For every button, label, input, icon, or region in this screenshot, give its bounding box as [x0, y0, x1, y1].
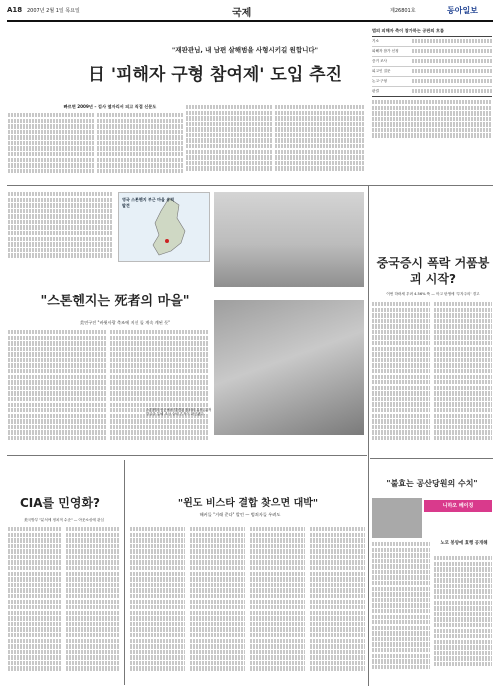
vista-body-col1	[130, 527, 185, 685]
table-row: 피해자 참가 신청	[372, 47, 492, 57]
issue-date: 2007년 2월 1일 목요일	[27, 8, 80, 14]
lead-body-col2	[97, 113, 183, 177]
table-row: 피고인 질문	[372, 67, 492, 77]
table-row: 판결	[372, 87, 492, 97]
china-body-col2	[434, 302, 492, 452]
china-headline: 중국증시 폭락 거품붕괴 시작?	[376, 256, 490, 286]
stonehenge-byline: 美연구진 "바윗사광 축조에 지신 돌 계속 계된 듯"	[79, 320, 171, 325]
hot-corner-label: 니하오 베이징	[424, 500, 492, 512]
lead-body-col4	[275, 105, 365, 177]
table-title: 법의 피해자 측이 참가하는 공판의 흐름	[372, 28, 445, 33]
paper-logo: 동아일보	[447, 6, 478, 15]
stonehenge-headline: "스톤헨지는 死者의 마을"	[40, 294, 190, 309]
lead-headline: 日 '피해자 구형 참여제' 도입 추진	[87, 65, 343, 85]
stonehenge-map	[118, 192, 210, 262]
cia-headline: CIA를 민영화?	[19, 496, 101, 510]
hot-corner-body-col1	[372, 542, 430, 682]
masthead	[7, 4, 493, 20]
stonehenge-photo-excavation	[214, 300, 364, 435]
table-row: 논고·구형	[372, 77, 492, 87]
stonehenge-photo-top	[214, 192, 364, 287]
lead-body-col1	[8, 113, 94, 177]
china-divider	[370, 458, 493, 459]
right-column-rule	[368, 186, 369, 686]
hot-corner-body-col2	[434, 556, 492, 682]
cia-body-col1	[8, 527, 62, 685]
quote-headline: "불효는 공산당원의 수치"	[386, 479, 478, 488]
cia-column-rule	[124, 460, 125, 685]
china-body-col1	[372, 302, 430, 452]
vista-body-col3	[250, 527, 305, 685]
lead-body-col5	[372, 100, 492, 140]
vista-body-col2	[190, 527, 245, 685]
stonehenge-sidebar-text	[8, 192, 113, 262]
vista-body-col4	[310, 527, 365, 685]
lead-divider	[7, 185, 493, 186]
hot-corner-caption: 노모 봉양에 효행 공개해	[440, 541, 488, 546]
page-number: A18	[7, 6, 23, 14]
section-name: 국제	[232, 8, 252, 19]
cia-body-col2	[66, 527, 120, 685]
issue-number: 제26801호	[390, 8, 416, 14]
lead-byline: 빠르면 2009년 – 검사 옆자리서 피고 직접 신문도	[63, 104, 157, 109]
lead-body-col3	[186, 105, 272, 177]
bottom-divider	[7, 455, 367, 456]
map-label: 영국 스톤헨지 부근 마을 유적 발견	[122, 197, 174, 208]
process-table	[372, 28, 492, 98]
lead-kicker: "재판관님, 내 남편 살해범을 사형시키길 원합니다"	[171, 46, 319, 54]
table-row: 기소	[372, 37, 492, 47]
masthead-rule	[7, 20, 493, 22]
stonehenge-body-col2	[110, 330, 208, 448]
stonehenge-caption: 스톤헨지 인근에서 발견된 집터의 유적. 유적 발굴을 통해 조상 숭배 흔적이 확인됐다.	[146, 408, 212, 417]
table-row: 증거 조사	[372, 57, 492, 67]
cia-subhead: 美국방부 "분석에 정치적 수준" — 아웃소싱에 관심	[24, 518, 104, 522]
vista-subhead: 해커들 "거래 준다" 발언 — 범죄자들 우려도	[199, 512, 281, 517]
stonehenge-body-col1	[8, 330, 106, 448]
hot-corner-photo	[372, 498, 422, 538]
vista-headline: "윈도 비스타 결합 찾으면 대박"	[177, 498, 319, 509]
china-subhead: 이번 하락세 우려 4.56% 뚝 — 아고 탄생에 '투자주의' 경고	[386, 292, 480, 296]
